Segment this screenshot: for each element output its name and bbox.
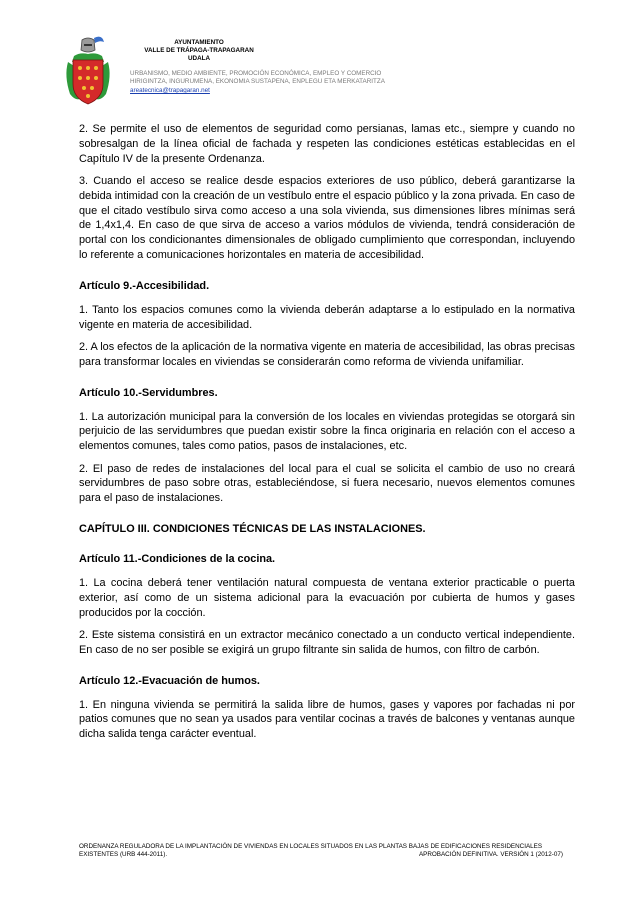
page-footer xyxy=(79,843,569,860)
paragraph: 2. A los efectos de la aplicación de la normativa vigente en materia de accesibilidad, las obras precisas para transformar locales en viviendas se considerarán como reforma de vivienda unifamiliar. xyxy=(79,340,575,368)
dept-line-2: HIRIGINTZA, INGURUMENA, EKONOMIA SUSTAPENA, ENPLEGU ETA MERKATARITZA xyxy=(130,77,385,85)
paragraph: 1. Tanto los espacios comunes como la vivienda deberán adaptarse a lo estipulado en la normativa vigente en materia de accesibilidad. xyxy=(79,303,575,331)
dept-line-1: URBANISMO, MEDIO AMBIENTE, PROMOCIÓN ECONÓMICA, EMPLEO Y COMERCIO xyxy=(130,70,382,77)
letterhead xyxy=(64,30,584,110)
department-name xyxy=(130,70,385,86)
municipality-name xyxy=(124,39,274,64)
paragraph: 2. Este sistema consistirá en un extractor mecánico conectado a un conducto vertical independiente. En caso de no ser posible se exigirá un grupo filtrante sin salida de humos, con filtro de carbón. xyxy=(79,628,575,656)
footer-line-1: ORDENANZA REGULADORA DE LA IMPLANTACIÓN DE VIVIENDAS EN LOCALES SITUADOS EN LAS PLANTAS BAJAS DE EDIFICACIONES RESIDENCIALES xyxy=(79,843,543,850)
paragraph: 1. La autorización municipal para la conversión de los locales en viviendas protegidas se otorgará sin perjuicio de las servidumbres que puedan existir sobre la finca originaria en relación con el acceso a elementos comunes, tales como patios, pasos de instalaciones, etc. xyxy=(79,410,575,453)
paragraph: 2. El paso de redes de instalaciones del local para el cual se solicita el cambio de uso no creará servidumbres de paso sobre otras, estableciéndose, si fuera necesario, nuevos elementos comunes para el paso de instalaciones. xyxy=(79,462,575,505)
document-body xyxy=(79,122,575,749)
paragraph: 1. En ninguna vivienda se permitirá la salida libre de humos, gases y vapores por fachadas ni por patios comunes que no sean ya usados para ventilar cocinas a través de balcones y ventanas aunque dicha salida tenga carácter eventual. xyxy=(79,698,575,741)
article-10-heading: Artículo 10.-Servidumbres. xyxy=(79,386,218,399)
article-12-heading: Artículo 12.-Evacuación de humos. xyxy=(79,674,260,687)
email-link[interactable]: areatecnica@trapagaran.net xyxy=(130,87,210,94)
footer-line-2-left: EXISTENTES (URB 444-2011). xyxy=(79,851,168,859)
org-line-1: AYUNTAMIENTO xyxy=(174,39,224,46)
article-9-heading: Artículo 9.-Accesibilidad. xyxy=(79,279,210,292)
paragraph: 3. Cuando el acceso se realice desde espacios exteriores de uso público, deberá garantizarse la debida intimidad con la creación de un vestíbulo entre el espacio público y la zona privada. En caso de que el citado vestíbulo sirva como acceso a una sola vivienda, sus dimensiones libres mínimas será de 1,4x1,4. En caso de que sirva de acceso a varios módulos de vivienda, tendrá consideración de portal con los condicionantes dimensionales de obligado cumplimiento que correspondan, incluyendo lo referente a comunicaciones horizontales en materia de accesibilidad. xyxy=(79,174,575,261)
coat-of-arms-icon xyxy=(64,36,112,108)
org-line-2: VALLE DE TRÁPAGA-TRAPAGARAN xyxy=(144,47,254,55)
org-line-3: UDALA xyxy=(187,55,211,63)
article-11-heading: Artículo 11.-Condiciones de la cocina. xyxy=(79,552,276,565)
paragraph: 2. Se permite el uso de elementos de seguridad como persianas, lamas etc., siempre y cuando no sobresalgan de la línea oficial de fachada y respeten las condiciones estéticas establecidas en el Capítulo IV de la presente Ordenanza. xyxy=(79,123,575,165)
footer-line-2-right: APROBACIÓN DEFINITIVA. VERSIÓN 1 (2012-07) xyxy=(418,851,563,859)
paragraph: 1. La cocina deberá tener ventilación natural compuesta de ventana exterior practicable o puerta exterior, así como de un sistema adicional para la evacuación por cubierta de humos y gases producidos por la cocción. xyxy=(79,576,575,619)
chapter-heading: CAPÍTULO III. CONDICIONES TÉCNICAS DE LAS INSTALACIONES. xyxy=(79,522,426,535)
